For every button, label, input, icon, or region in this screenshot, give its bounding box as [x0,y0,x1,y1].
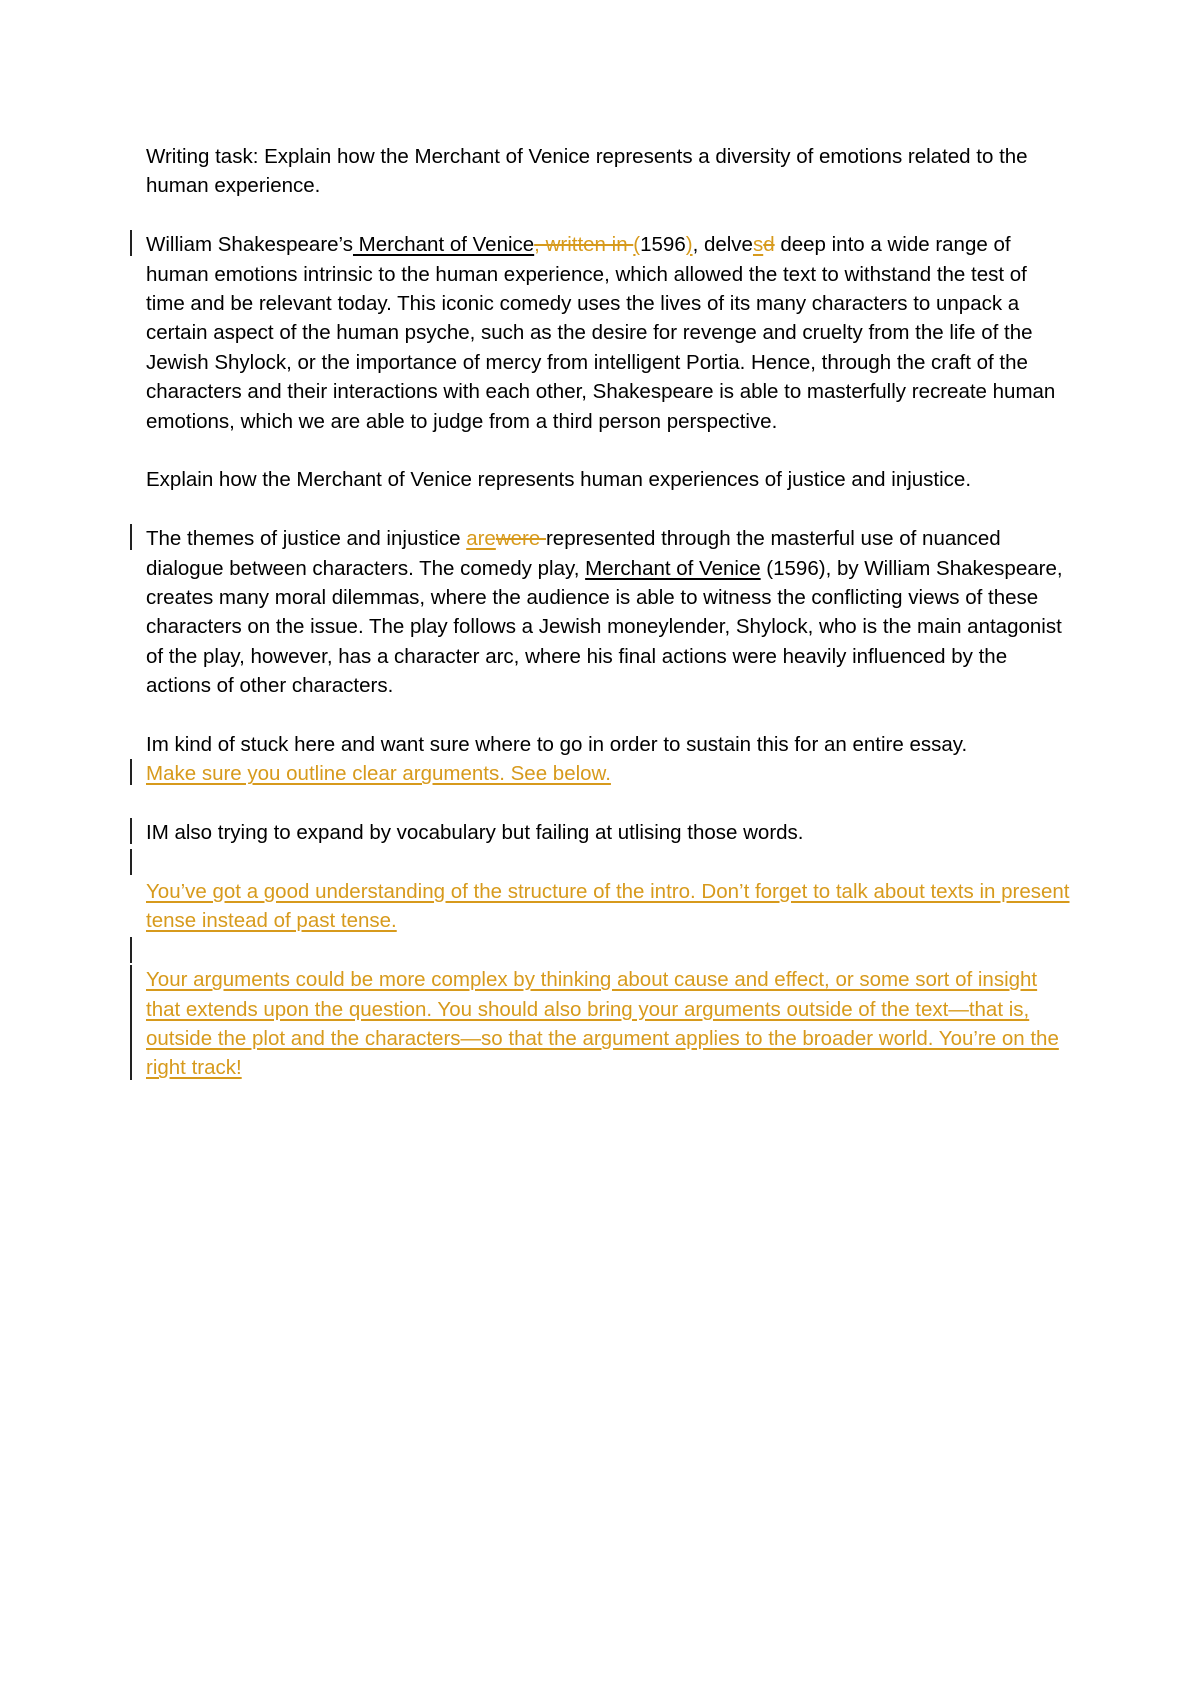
text-run: deep into a wide range of human emotions intrinsic to the human experience, which allowed the text to withstand the test of time and be relevant today. This iconic comedy uses the lives of its many characters to unpack a certain aspect of the human psyche, such as the desire for revenge and cruelty from the life of the Jewish Shylock, or the importance of mercy from intelligent Portia. Hence, through the craft of the characters and their interactions with each other, Shakespeare is able to masterfully recreate human emotions, which we are able to judge from a third person perspective. [146,233,1056,433]
inserted-text: ) [685,233,693,257]
student-note-1 [146,730,1070,759]
task-text: Explain how the Merchant of Venice represents human experiences of justice and injustice. [146,468,972,492]
document-body [146,142,1070,1083]
deleted-text: , written in [534,233,634,257]
tutor-reply-1 [146,759,1070,788]
change-bar [130,818,132,844]
intro-paragraph [146,230,1070,436]
inserted-text: s [752,233,764,257]
text-run: The themes of justice and injustice [146,527,467,551]
tutor-comment: Your arguments could be more complex by thinking about cause and effect, or some sort of insight that extends upon the question. You should also bring your arguments outside of the text—that is, outside the plot and the characters—so that the argument applies to the broader world. You’re on the right track! [146,968,1059,1080]
inserted-text: are [466,527,496,551]
change-bar [130,849,132,875]
writing-task-prompt-1 [146,142,1070,201]
inserted-text: ( [633,233,641,257]
play-title: Merchant of Venice [352,233,535,257]
change-bar [130,230,132,256]
tutor-comment: Make sure you outline clear arguments. See below. [146,762,611,786]
change-bar [130,759,132,785]
text-run: William Shakespeare’s [146,233,353,257]
text-run: , delve [692,233,753,257]
tutor-comment: You’ve got a good understanding of the structure of the intro. Don’t forget to talk about texts in present tense instead of past tense. [146,880,1070,933]
deleted-text: were [495,527,546,551]
note-text: IM also trying to expand by vocabulary but failing at utlising those words. [146,821,804,845]
change-bar [130,524,132,550]
text-run: (1596), by William Shakespeare, creates many moral dilemmas, where the audience is able to witness the conflicting views of these characters on the issue. The play follows a Jewish moneylender, Shylock, who is the main antagonist of the play, however, has a character arc, where his final actions were heavily influenced by the actions of other characters. [146,556,1063,698]
text-run: 1596 [640,233,686,257]
tutor-feedback-1 [146,877,1070,936]
play-title: Merchant of Venice [585,556,761,580]
body-paragraph [146,524,1070,700]
change-bar [130,937,132,963]
change-bar [130,965,132,1080]
note-text: Im kind of stuck here and want sure where to go in order to sustain this for an entire essay. [146,733,968,757]
writing-task-prompt-2 [146,465,1070,494]
tutor-feedback-2 [146,965,1070,1083]
inserted-blank-line [146,848,1070,877]
deleted-text: d [763,233,775,257]
task-text: Writing task: Explain how the Merchant of Venice represents a diversity of emotions related to the human experience. [146,145,1028,198]
inserted-blank-line [146,936,1070,965]
student-note-2 [146,818,1070,847]
text-run: represented through the masterful use of nuanced dialogue between characters. The comedy play, [146,527,1001,580]
